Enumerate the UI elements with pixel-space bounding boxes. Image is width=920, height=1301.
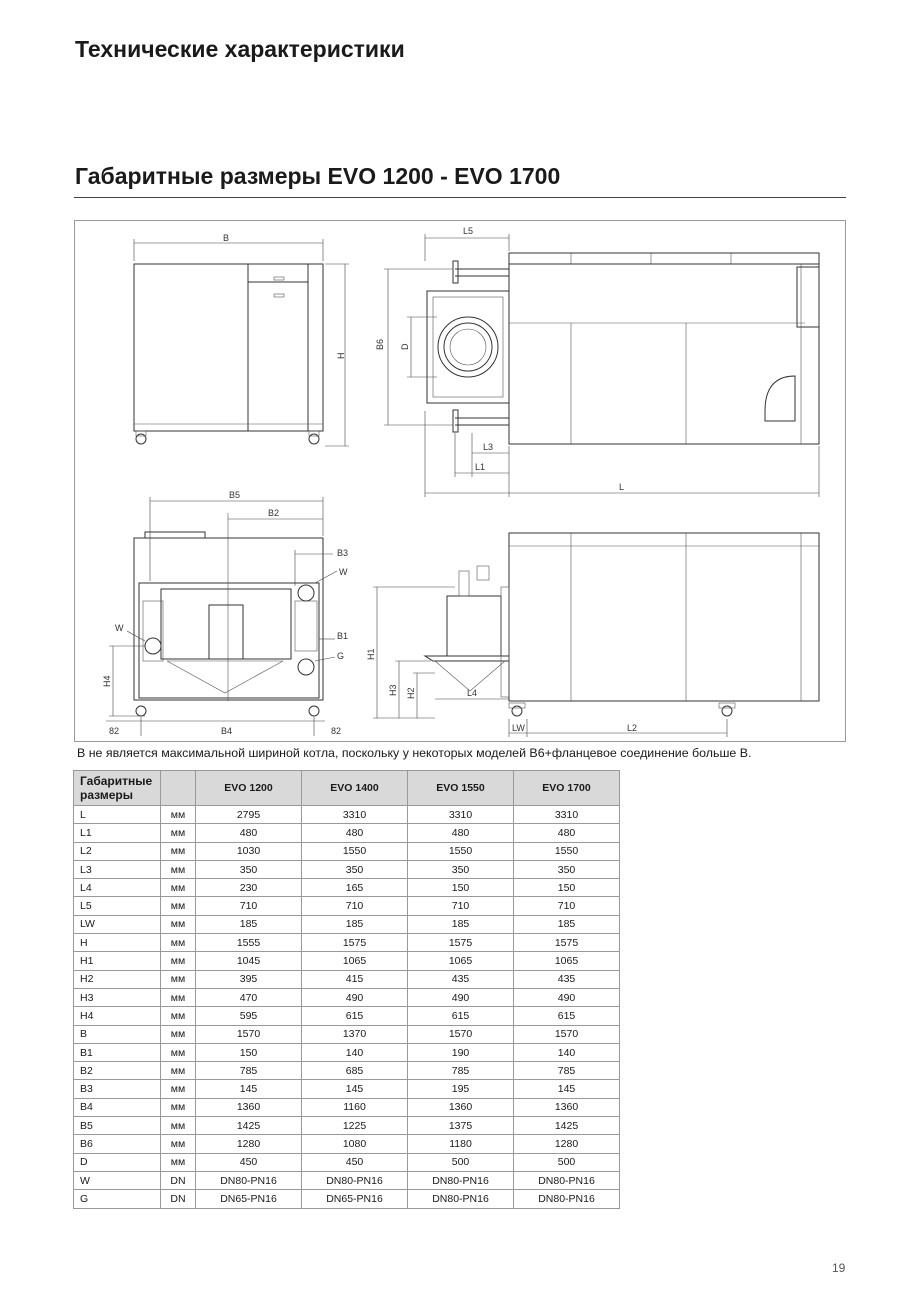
table-cell: 435 — [514, 970, 620, 988]
table-cell: 395 — [196, 970, 302, 988]
table-header-cell: EVO 1400 — [302, 771, 408, 806]
table-cell: DN65-PN16 — [196, 1190, 302, 1208]
table-cell: мм — [161, 806, 196, 824]
table-cell: 1225 — [302, 1117, 408, 1135]
dim-label-b1: B1 — [337, 631, 349, 641]
table-row — [74, 842, 620, 860]
dim-label-b4: B4 — [221, 726, 233, 736]
table-row — [74, 1190, 620, 1208]
page-title: Технические характеристики — [75, 36, 405, 62]
table-cell: мм — [161, 1153, 196, 1171]
table-cell: 350 — [196, 860, 302, 878]
table-cell: мм — [161, 1062, 196, 1080]
table-cell: 710 — [514, 897, 620, 915]
table-cell: 1570 — [196, 1025, 302, 1043]
table-cell: 185 — [514, 915, 620, 933]
table-cell: DN — [161, 1190, 196, 1208]
table-cell: L3 — [74, 860, 161, 878]
dim-label-w-right: W — [339, 567, 348, 577]
table-row — [74, 915, 620, 933]
table-cell: 1160 — [302, 1098, 408, 1116]
table-cell: 1570 — [514, 1025, 620, 1043]
table-cell: H3 — [74, 988, 161, 1006]
table-row — [74, 934, 620, 952]
table-cell: 490 — [302, 988, 408, 1006]
dim-label-l2: L2 — [627, 723, 638, 733]
table-cell: L — [74, 806, 161, 824]
table-cell: мм — [161, 897, 196, 915]
table-cell: мм — [161, 824, 196, 842]
dim-label-h4: H4 — [102, 675, 112, 687]
table-cell: DN80-PN16 — [408, 1190, 514, 1208]
table-row — [74, 1043, 620, 1061]
table-cell: 1360 — [408, 1098, 514, 1116]
table-cell: 490 — [408, 988, 514, 1006]
table-cell: W — [74, 1171, 161, 1189]
table-cell: 480 — [196, 824, 302, 842]
table-cell: мм — [161, 1098, 196, 1116]
section-title: Габаритные размеры EVO 1200 - EVO 1700 — [75, 163, 561, 189]
table-row — [74, 1098, 620, 1116]
table-cell: 350 — [514, 860, 620, 878]
table-cell: 1065 — [302, 952, 408, 970]
table-cell: 1280 — [196, 1135, 302, 1153]
dim-label-b5: B5 — [229, 490, 241, 500]
table-cell: L5 — [74, 897, 161, 915]
table-cell: 490 — [514, 988, 620, 1006]
table-cell: L2 — [74, 842, 161, 860]
table-cell: 1360 — [514, 1098, 620, 1116]
table-cell: LW — [74, 915, 161, 933]
table-cell: 350 — [408, 860, 514, 878]
table-cell: B5 — [74, 1117, 161, 1135]
table-cell: H2 — [74, 970, 161, 988]
table-cell: 165 — [302, 879, 408, 897]
table-cell: 150 — [408, 879, 514, 897]
table-cell: H4 — [74, 1007, 161, 1025]
top-view — [375, 226, 819, 497]
table-cell: 450 — [196, 1153, 302, 1171]
table-cell: мм — [161, 988, 196, 1006]
table-cell: 185 — [302, 915, 408, 933]
table-cell: DN80-PN16 — [514, 1171, 620, 1189]
table-cell: 1030 — [196, 842, 302, 860]
table-cell: 415 — [302, 970, 408, 988]
table-row — [74, 1025, 620, 1043]
table-cell: 2795 — [196, 806, 302, 824]
table-cell: 595 — [196, 1007, 302, 1025]
table-cell: 1065 — [408, 952, 514, 970]
table-cell: 230 — [196, 879, 302, 897]
table-cell: 470 — [196, 988, 302, 1006]
dim-label-l1: L1 — [475, 462, 486, 472]
drawing-footnote: B не является максимальной шириной котла, поскольку у некоторых моделей B6+фланцевое соединение больше B. — [77, 746, 752, 760]
table-row — [74, 1135, 620, 1153]
table-cell: 615 — [408, 1007, 514, 1025]
table-row — [74, 897, 620, 915]
table-cell: 1080 — [302, 1135, 408, 1153]
table-cell: DN — [161, 1171, 196, 1189]
table-cell: 350 — [302, 860, 408, 878]
table-cell: 480 — [408, 824, 514, 842]
dim-label-82-left: 82 — [109, 726, 120, 736]
table-cell: 3310 — [408, 806, 514, 824]
table-cell: 710 — [196, 897, 302, 915]
dim-label-h1: H1 — [366, 648, 376, 660]
table-cell: 150 — [514, 879, 620, 897]
table-row — [74, 952, 620, 970]
table-cell: мм — [161, 1007, 196, 1025]
dim-label-b3: B3 — [337, 548, 349, 558]
table-cell: 685 — [302, 1062, 408, 1080]
table-cell: 1575 — [514, 934, 620, 952]
table-cell: 785 — [514, 1062, 620, 1080]
table-row — [74, 1171, 620, 1189]
table-cell: мм — [161, 934, 196, 952]
table-cell: мм — [161, 1080, 196, 1098]
table-cell: 3310 — [514, 806, 620, 824]
table-cell: 1550 — [302, 842, 408, 860]
table-cell: 1180 — [408, 1135, 514, 1153]
table-cell: 1280 — [514, 1135, 620, 1153]
table-cell: 3310 — [302, 806, 408, 824]
table-row — [74, 1080, 620, 1098]
table-cell: 185 — [408, 915, 514, 933]
table-cell: 710 — [408, 897, 514, 915]
table-body — [74, 806, 620, 1209]
dim-label-l5: L5 — [463, 226, 474, 236]
table-cell: 1570 — [408, 1025, 514, 1043]
table-header-cell: EVO 1700 — [514, 771, 620, 806]
table-cell: 1065 — [514, 952, 620, 970]
table-cell: 500 — [408, 1153, 514, 1171]
boiler-drawing-svg — [75, 221, 845, 741]
table-cell: мм — [161, 915, 196, 933]
table-cell: B6 — [74, 1135, 161, 1153]
dim-label-d: D — [400, 343, 410, 350]
table-row — [74, 1062, 620, 1080]
page-number: 19 — [832, 1261, 846, 1275]
table-cell: 480 — [514, 824, 620, 842]
table-row — [74, 1007, 620, 1025]
table-cell: 185 — [196, 915, 302, 933]
side-view — [366, 533, 819, 737]
table-cell: 435 — [408, 970, 514, 988]
table-cell: DN65-PN16 — [302, 1190, 408, 1208]
table-cell: 785 — [196, 1062, 302, 1080]
table-header-cell: EVO 1550 — [408, 771, 514, 806]
table-cell: 145 — [196, 1080, 302, 1098]
back-view — [102, 490, 348, 736]
dimensions-table — [73, 770, 620, 1209]
table-cell: H1 — [74, 952, 161, 970]
table-header-cell: EVO 1200 — [196, 771, 302, 806]
table-cell: B3 — [74, 1080, 161, 1098]
dim-label-b2: B2 — [268, 508, 280, 518]
table-cell: 195 — [408, 1080, 514, 1098]
table-cell: 190 — [408, 1043, 514, 1061]
dim-label-lw: LW — [512, 723, 525, 733]
table-cell: B2 — [74, 1062, 161, 1080]
table-cell: 140 — [302, 1043, 408, 1061]
table-row — [74, 879, 620, 897]
table-cell: мм — [161, 1117, 196, 1135]
table-cell: DN80-PN16 — [514, 1190, 620, 1208]
dim-label-l3: L3 — [483, 442, 494, 452]
dim-label-h: H — [336, 352, 346, 359]
table-row — [74, 1153, 620, 1171]
table-cell: 500 — [514, 1153, 620, 1171]
table-cell: 1370 — [302, 1025, 408, 1043]
table-cell: G — [74, 1190, 161, 1208]
table-row — [74, 970, 620, 988]
table-cell: мм — [161, 1043, 196, 1061]
table-cell: 785 — [408, 1062, 514, 1080]
dim-label-w-left: W — [115, 623, 124, 633]
table-cell: H — [74, 934, 161, 952]
table-row — [74, 824, 620, 842]
dim-label-l4: L4 — [467, 688, 478, 698]
table-cell: B1 — [74, 1043, 161, 1061]
table-cell: B4 — [74, 1098, 161, 1116]
dim-label-h3: H3 — [388, 684, 398, 696]
table-cell: 1555 — [196, 934, 302, 952]
front-view — [134, 233, 349, 446]
table-cell: 150 — [196, 1043, 302, 1061]
table-cell: 480 — [302, 824, 408, 842]
table-cell: L4 — [74, 879, 161, 897]
table-cell: DN80-PN16 — [196, 1171, 302, 1189]
table-cell: мм — [161, 1135, 196, 1153]
table-cell: 1425 — [196, 1117, 302, 1135]
table-cell: 1045 — [196, 952, 302, 970]
table-cell: B — [74, 1025, 161, 1043]
table-row — [74, 860, 620, 878]
table-row — [74, 988, 620, 1006]
table-cell: 1550 — [408, 842, 514, 860]
table-cell: 1425 — [514, 1117, 620, 1135]
table-cell: мм — [161, 970, 196, 988]
table-cell: 710 — [302, 897, 408, 915]
table-cell: L1 — [74, 824, 161, 842]
table-cell: DN80-PN16 — [302, 1171, 408, 1189]
table-header-row — [74, 771, 620, 806]
table-cell: 1375 — [408, 1117, 514, 1135]
table-cell: 145 — [302, 1080, 408, 1098]
table-cell: 450 — [302, 1153, 408, 1171]
table-cell: 1360 — [196, 1098, 302, 1116]
table-cell: DN80-PN16 — [408, 1171, 514, 1189]
table-cell: мм — [161, 842, 196, 860]
table-cell: мм — [161, 879, 196, 897]
table-cell: 1575 — [302, 934, 408, 952]
table-cell: 145 — [514, 1080, 620, 1098]
table-cell: мм — [161, 952, 196, 970]
table-cell: 615 — [514, 1007, 620, 1025]
table-row — [74, 1117, 620, 1135]
table-cell: мм — [161, 860, 196, 878]
dim-label-l: L — [619, 482, 625, 492]
dim-label-h2: H2 — [406, 687, 416, 699]
table-row — [74, 806, 620, 824]
table-cell: 615 — [302, 1007, 408, 1025]
table-cell: мм — [161, 1025, 196, 1043]
dim-label-g: G — [337, 651, 345, 661]
table-cell: 140 — [514, 1043, 620, 1061]
section-divider — [74, 197, 846, 198]
dimension-drawing — [74, 220, 846, 742]
table-header-cell: Габаритные размеры — [74, 771, 161, 806]
dim-label-b6: B6 — [375, 338, 385, 350]
table-cell: D — [74, 1153, 161, 1171]
table-cell: 1575 — [408, 934, 514, 952]
table-header-cell — [161, 771, 196, 806]
dim-label-82-right: 82 — [331, 726, 342, 736]
table-cell: 1550 — [514, 842, 620, 860]
dim-label-b: B — [223, 233, 230, 243]
